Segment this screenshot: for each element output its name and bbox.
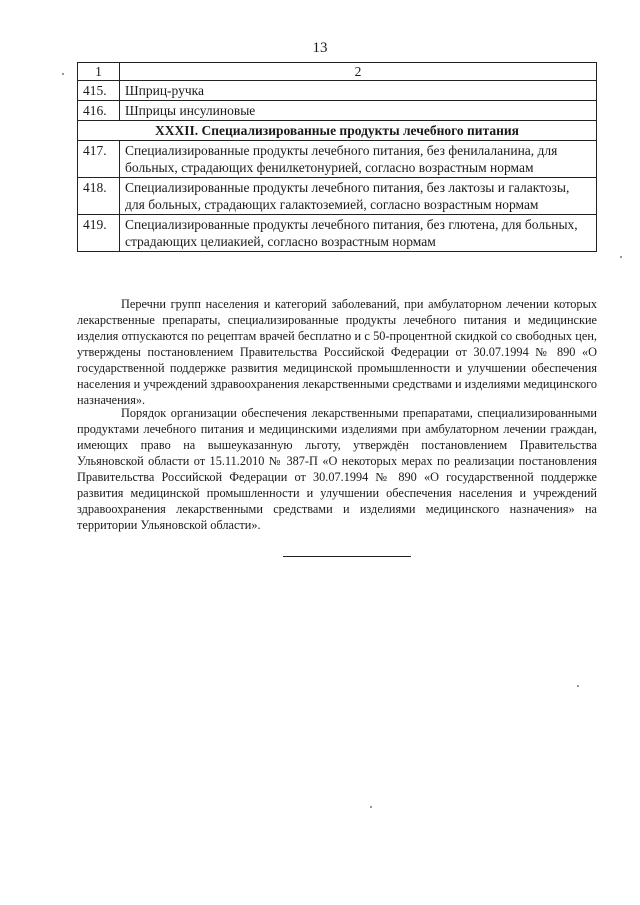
table-row: [78, 141, 597, 178]
table-row: [78, 178, 597, 215]
row-number: 417.: [78, 141, 120, 178]
table-header-row: [78, 63, 597, 81]
table-row: [78, 215, 597, 252]
row-text: Шприц-ручка: [120, 81, 597, 101]
row-text: Специализированные продукты лечебного питания, без лактозы и галактозы, для больных, страдающих галактоземией, согласно возрастным нормам: [120, 178, 597, 215]
scan-speck: [62, 73, 64, 75]
paragraph-text: Порядок организации обеспечения лекарственными препаратами, специализированными продуктами лечебного питания и медицинскими изделиями при амбулаторном лечении граждан, имеющих право на вышеуказанную льготу, утверждён постановлением Правительства Ульяновской области от 15.11.2010 № 387-П «О некоторых мерах по реализации постановления Правительства Российской Федерации от 30.07.1994 № 890 «О государственной поддержке развития медицинской промышленности и улучшении обеспечения населения и учреждений здравоохранения лекарственными средствами и изделиями медицинского назначения» на территории Ульяновской области».: [77, 406, 597, 532]
scan-speck: [370, 806, 372, 808]
row-text: Специализированные продукты лечебного питания, без глютена, для больных, страдающих целиакией, согласно возрастным нормам: [120, 215, 597, 252]
row-text: Специализированные продукты лечебного питания, без фенилаланина, для больных, страдающих фенилкетонурией, согласно возрастным нормам: [120, 141, 597, 178]
page-number: 13: [312, 40, 328, 56]
scan-speck: [577, 685, 579, 687]
header-col-2: 2: [120, 63, 597, 81]
paragraph-preferential-lists: [77, 296, 597, 408]
row-text: Шприцы инсулиновые: [120, 101, 597, 121]
row-number: 418.: [78, 178, 120, 215]
row-number: 416.: [78, 101, 120, 121]
header-col-1: 1: [78, 63, 120, 81]
paragraph-provision-procedure: [77, 405, 597, 533]
closing-rule-line: [283, 556, 411, 557]
scan-speck: [620, 256, 622, 258]
paragraph-text: Перечни групп населения и категорий заболеваний, при амбулаторном лечении которых лекарственные препараты, специализированные продукты лечебного питания и медицинские изделия отпускаются по рецептам врачей бесплатно и с 50-процентной скидкой со свободных цен, утверждены постановлением Правительства Российской Федерации от 30.07.1994 № 890 «О государственной поддержке развития медицинской промышленности и улучшении обеспечения населения и учреждений здравоохранения лекарственными средствами и изделиями медицинского назначения».: [77, 297, 597, 407]
section-header-row: [78, 121, 597, 141]
table-row: [78, 101, 597, 121]
table-row: [78, 81, 597, 101]
row-number: 415.: [78, 81, 120, 101]
section-title: XXXII. Специализированные продукты лечебного питания: [78, 121, 597, 141]
items-table: [77, 62, 597, 252]
row-number: 419.: [78, 215, 120, 252]
